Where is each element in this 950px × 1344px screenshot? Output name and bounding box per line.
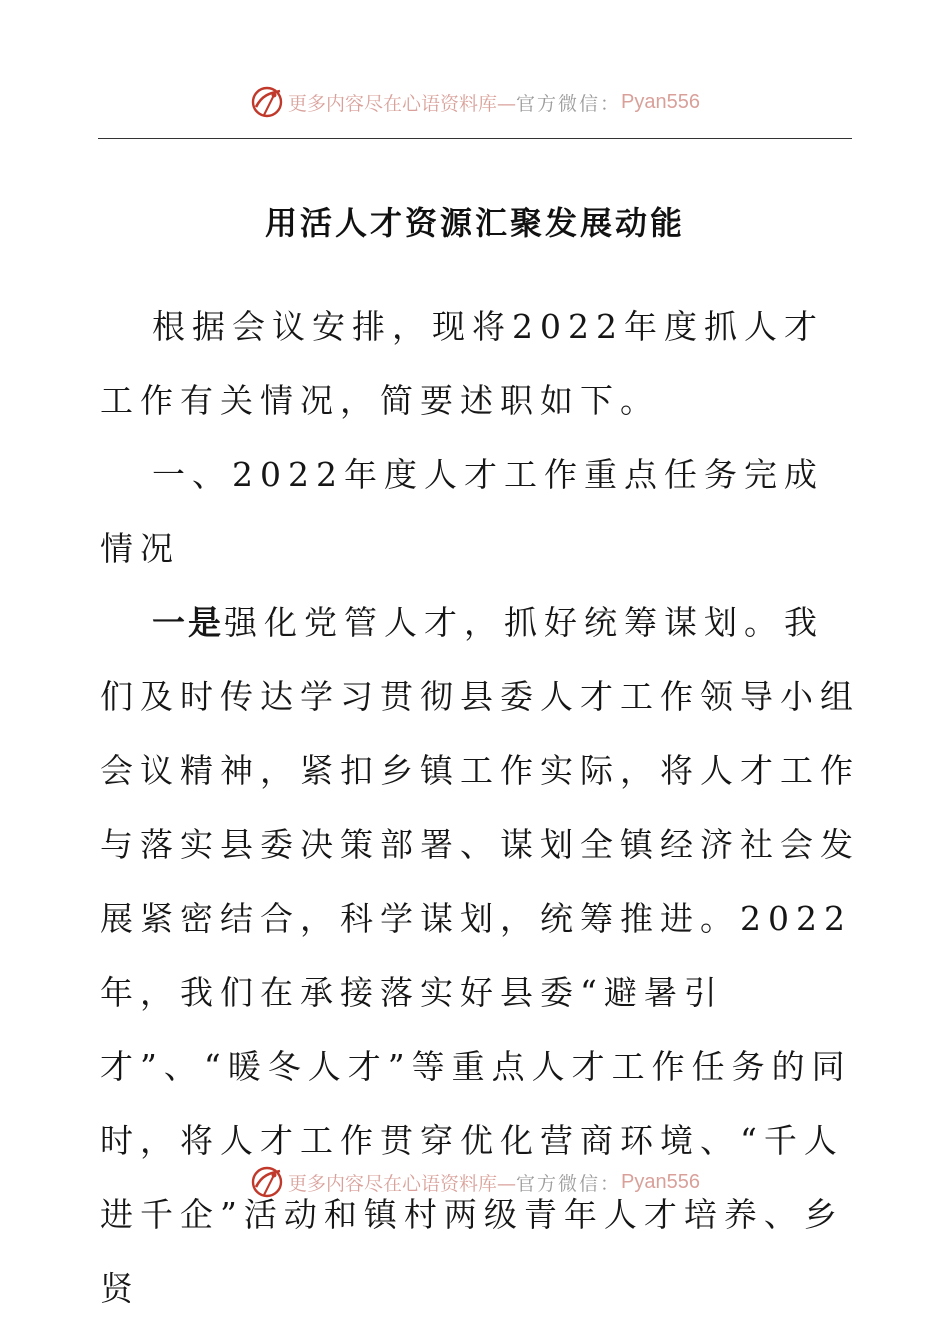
paragraph-text: 强化党管人才，抓好统筹谋划。我们及时传达学习贯彻县委人才工作领导小组会议精神，紧扣乡镇工作实际，将人才工作与落实县委决策部署、谋划全镇经济社会发展紧密结合，科学谋划，统筹推进。2022年，我们在承接落实好县委“避暑引才”、“暖冬人才”等重点人才工作任务的同时，将人才工作贯穿优化营商环境、“千人进千企”活动和镇村两级青年人才培养、乡贤 [100,603,860,1308]
document-title: 用活人才资源汇聚发展动能 [264,204,685,242]
watermark-site-text: 更多内容尽在心语资料库— [288,92,517,115]
paragraph-text: 根据会议安排，现将2022年度抓人才工作有关情况，简要述职如下。 [100,307,824,420]
paragraph-intro [100,290,860,438]
paragraph-lead: 一是 [152,603,224,642]
footer-watermark [0,1160,950,1204]
watermark-wechat-id: Pyan556 [621,1170,700,1193]
paragraph-text: 一、2022年度人才工作重点任务完成情况 [100,455,824,568]
watermark-site-text: 更多内容尽在心语资料库— [288,1172,517,1195]
logo-icon [250,1165,284,1199]
watermark-wechat-id: Pyan556 [621,90,700,113]
watermark-wechat-label: 官方微信： [516,1172,622,1195]
header-watermark [0,80,950,124]
paragraph-point-one [100,586,860,1326]
header-divider [98,138,852,139]
paragraph-section-heading [100,438,860,586]
logo-icon [250,85,284,119]
watermark-wechat-label: 官方微信： [516,92,622,115]
